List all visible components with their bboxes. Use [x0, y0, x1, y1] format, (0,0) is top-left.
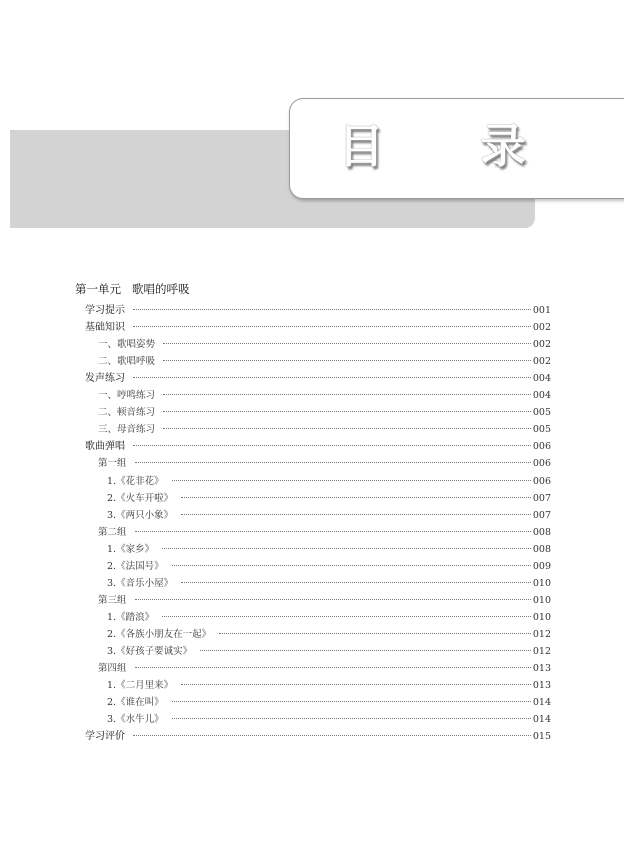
- toc-entry[interactable]: [98, 387, 551, 404]
- dot-leader: [163, 360, 531, 361]
- dot-leader: [133, 735, 531, 736]
- toc-entry-page: 006: [532, 441, 551, 453]
- toc-entry[interactable]: [107, 473, 551, 490]
- toc-entry-label: 二、歌唱呼吸: [98, 356, 156, 368]
- toc-entry[interactable]: [98, 592, 551, 609]
- toc-entry[interactable]: [107, 507, 551, 524]
- toc-entry-label: 基础知识: [85, 322, 125, 334]
- toc-entry-page: 014: [532, 697, 551, 709]
- dot-leader: [133, 309, 531, 310]
- toc-entry-page: 010: [532, 611, 551, 623]
- dot-leader: [172, 718, 531, 719]
- dot-leader: [181, 582, 531, 583]
- toc-entry-page: 004: [532, 390, 551, 402]
- toc-entry[interactable]: [98, 660, 551, 677]
- toc-entry-page: 012: [532, 628, 551, 640]
- toc-entry-label: 2.《法国号》: [107, 560, 164, 572]
- dot-leader: [162, 548, 531, 549]
- dot-leader: [200, 650, 531, 651]
- toc-entry[interactable]: [107, 711, 551, 728]
- toc-entry-label: 1.《花非花》: [107, 475, 164, 487]
- toc-entry[interactable]: [85, 728, 551, 745]
- dot-leader: [163, 394, 531, 395]
- toc-entry[interactable]: [85, 302, 551, 319]
- toc-entry-page: 008: [532, 543, 551, 555]
- toc-entry-label: 2.《火车开啦》: [107, 492, 174, 504]
- toc-entry-label: 1.《家乡》: [107, 543, 155, 555]
- toc-entry-label: 第三组: [98, 594, 127, 606]
- toc-entry[interactable]: [107, 541, 551, 558]
- toc-entry[interactable]: [85, 438, 551, 455]
- dot-leader: [163, 343, 531, 344]
- toc-entry-page: 002: [532, 356, 551, 368]
- toc-entry-label: 一、哼鸣练习: [98, 390, 156, 402]
- toc-entry-page: 005: [532, 407, 551, 419]
- toc-entry[interactable]: [98, 524, 551, 541]
- toc-entry[interactable]: [107, 490, 551, 507]
- dot-leader: [135, 599, 531, 600]
- toc-entry[interactable]: [98, 455, 551, 472]
- page-title: 目 录: [338, 119, 567, 173]
- toc-entry-page: 002: [532, 322, 551, 334]
- toc-entry-label: 3.《音乐小屋》: [107, 577, 174, 589]
- toc-entry[interactable]: [98, 336, 551, 353]
- dot-leader: [135, 531, 531, 532]
- toc-entry-page: 007: [532, 492, 551, 504]
- dot-leader: [133, 377, 531, 378]
- toc-entry[interactable]: [98, 353, 551, 370]
- toc-entry-page: 010: [532, 577, 551, 589]
- dot-leader: [181, 514, 531, 515]
- toc-entry[interactable]: [107, 626, 551, 643]
- toc-entry-label: 2.《谁在叫》: [107, 697, 164, 709]
- toc-entry-label: 3.《两只小象》: [107, 509, 174, 521]
- dot-leader: [181, 684, 531, 685]
- toc-entry-page: 002: [532, 339, 551, 351]
- toc-entry-label: 2.《各族小朋友在一起》: [107, 628, 212, 640]
- toc-entry-page: 013: [532, 663, 551, 675]
- toc-entry-page: 004: [532, 373, 551, 385]
- toc-entry-label: 三、母音练习: [98, 424, 156, 436]
- toc-entry-label: 学习评价: [85, 731, 125, 743]
- toc-entry-page: 015: [532, 731, 551, 743]
- toc-entry-label: 3.《水牛儿》: [107, 714, 164, 726]
- dot-leader: [172, 701, 531, 702]
- toc-entry-label: 第一组: [98, 458, 127, 470]
- toc-entry-label: 发声练习: [85, 373, 125, 385]
- dot-leader: [162, 616, 531, 617]
- toc-entry-label: 1.《踏浪》: [107, 611, 155, 623]
- toc-entry[interactable]: [107, 677, 551, 694]
- toc-entry-page: 006: [532, 475, 551, 487]
- toc-entry-label: 学习提示: [85, 305, 125, 316]
- toc-entry-page: 009: [532, 560, 551, 572]
- toc-entry[interactable]: [85, 319, 551, 336]
- dot-leader: [163, 428, 531, 429]
- toc-entry-label: 1.《二月里来》: [107, 680, 174, 692]
- dot-leader: [172, 565, 531, 566]
- unit-title: 第一单元 歌唱的呼吸: [75, 282, 190, 296]
- dot-leader: [135, 667, 531, 668]
- toc-entry-page: 005: [532, 424, 551, 436]
- toc-entry[interactable]: [98, 421, 551, 438]
- dot-leader: [133, 326, 531, 327]
- toc-entry-label: 3.《好孩子要诚实》: [107, 646, 193, 657]
- toc-entry-label: 二、顿音练习: [98, 407, 156, 419]
- dot-leader: [172, 480, 531, 481]
- toc-entry[interactable]: [107, 609, 551, 626]
- toc-entry-page: 008: [532, 526, 551, 538]
- toc-entry-page: 001: [532, 305, 551, 316]
- toc-entry-page: 012: [532, 646, 551, 657]
- toc-entry-label: 歌曲弹唱: [85, 441, 125, 453]
- toc-entry-page: 014: [532, 714, 551, 726]
- dot-leader: [135, 462, 531, 463]
- dot-leader: [181, 497, 531, 498]
- toc-entry-label: 第四组: [98, 663, 127, 675]
- toc-entry-label: 第二组: [98, 526, 127, 538]
- toc-entry[interactable]: [107, 558, 551, 575]
- toc-entry-label: 一、歌唱姿势: [98, 339, 156, 351]
- toc-entry[interactable]: [85, 370, 551, 387]
- dot-leader: [163, 411, 531, 412]
- toc-entry-page: 013: [532, 680, 551, 692]
- toc-entry[interactable]: [107, 575, 551, 592]
- dot-leader: [219, 633, 531, 634]
- toc-entry[interactable]: [107, 694, 551, 711]
- toc-entry-page: 010: [532, 594, 551, 606]
- toc-entry-page: 007: [532, 509, 551, 521]
- dot-leader: [133, 445, 531, 446]
- toc-entry-page: 006: [532, 458, 551, 470]
- toc-entry[interactable]: [98, 404, 551, 421]
- toc-entry[interactable]: [107, 643, 551, 660]
